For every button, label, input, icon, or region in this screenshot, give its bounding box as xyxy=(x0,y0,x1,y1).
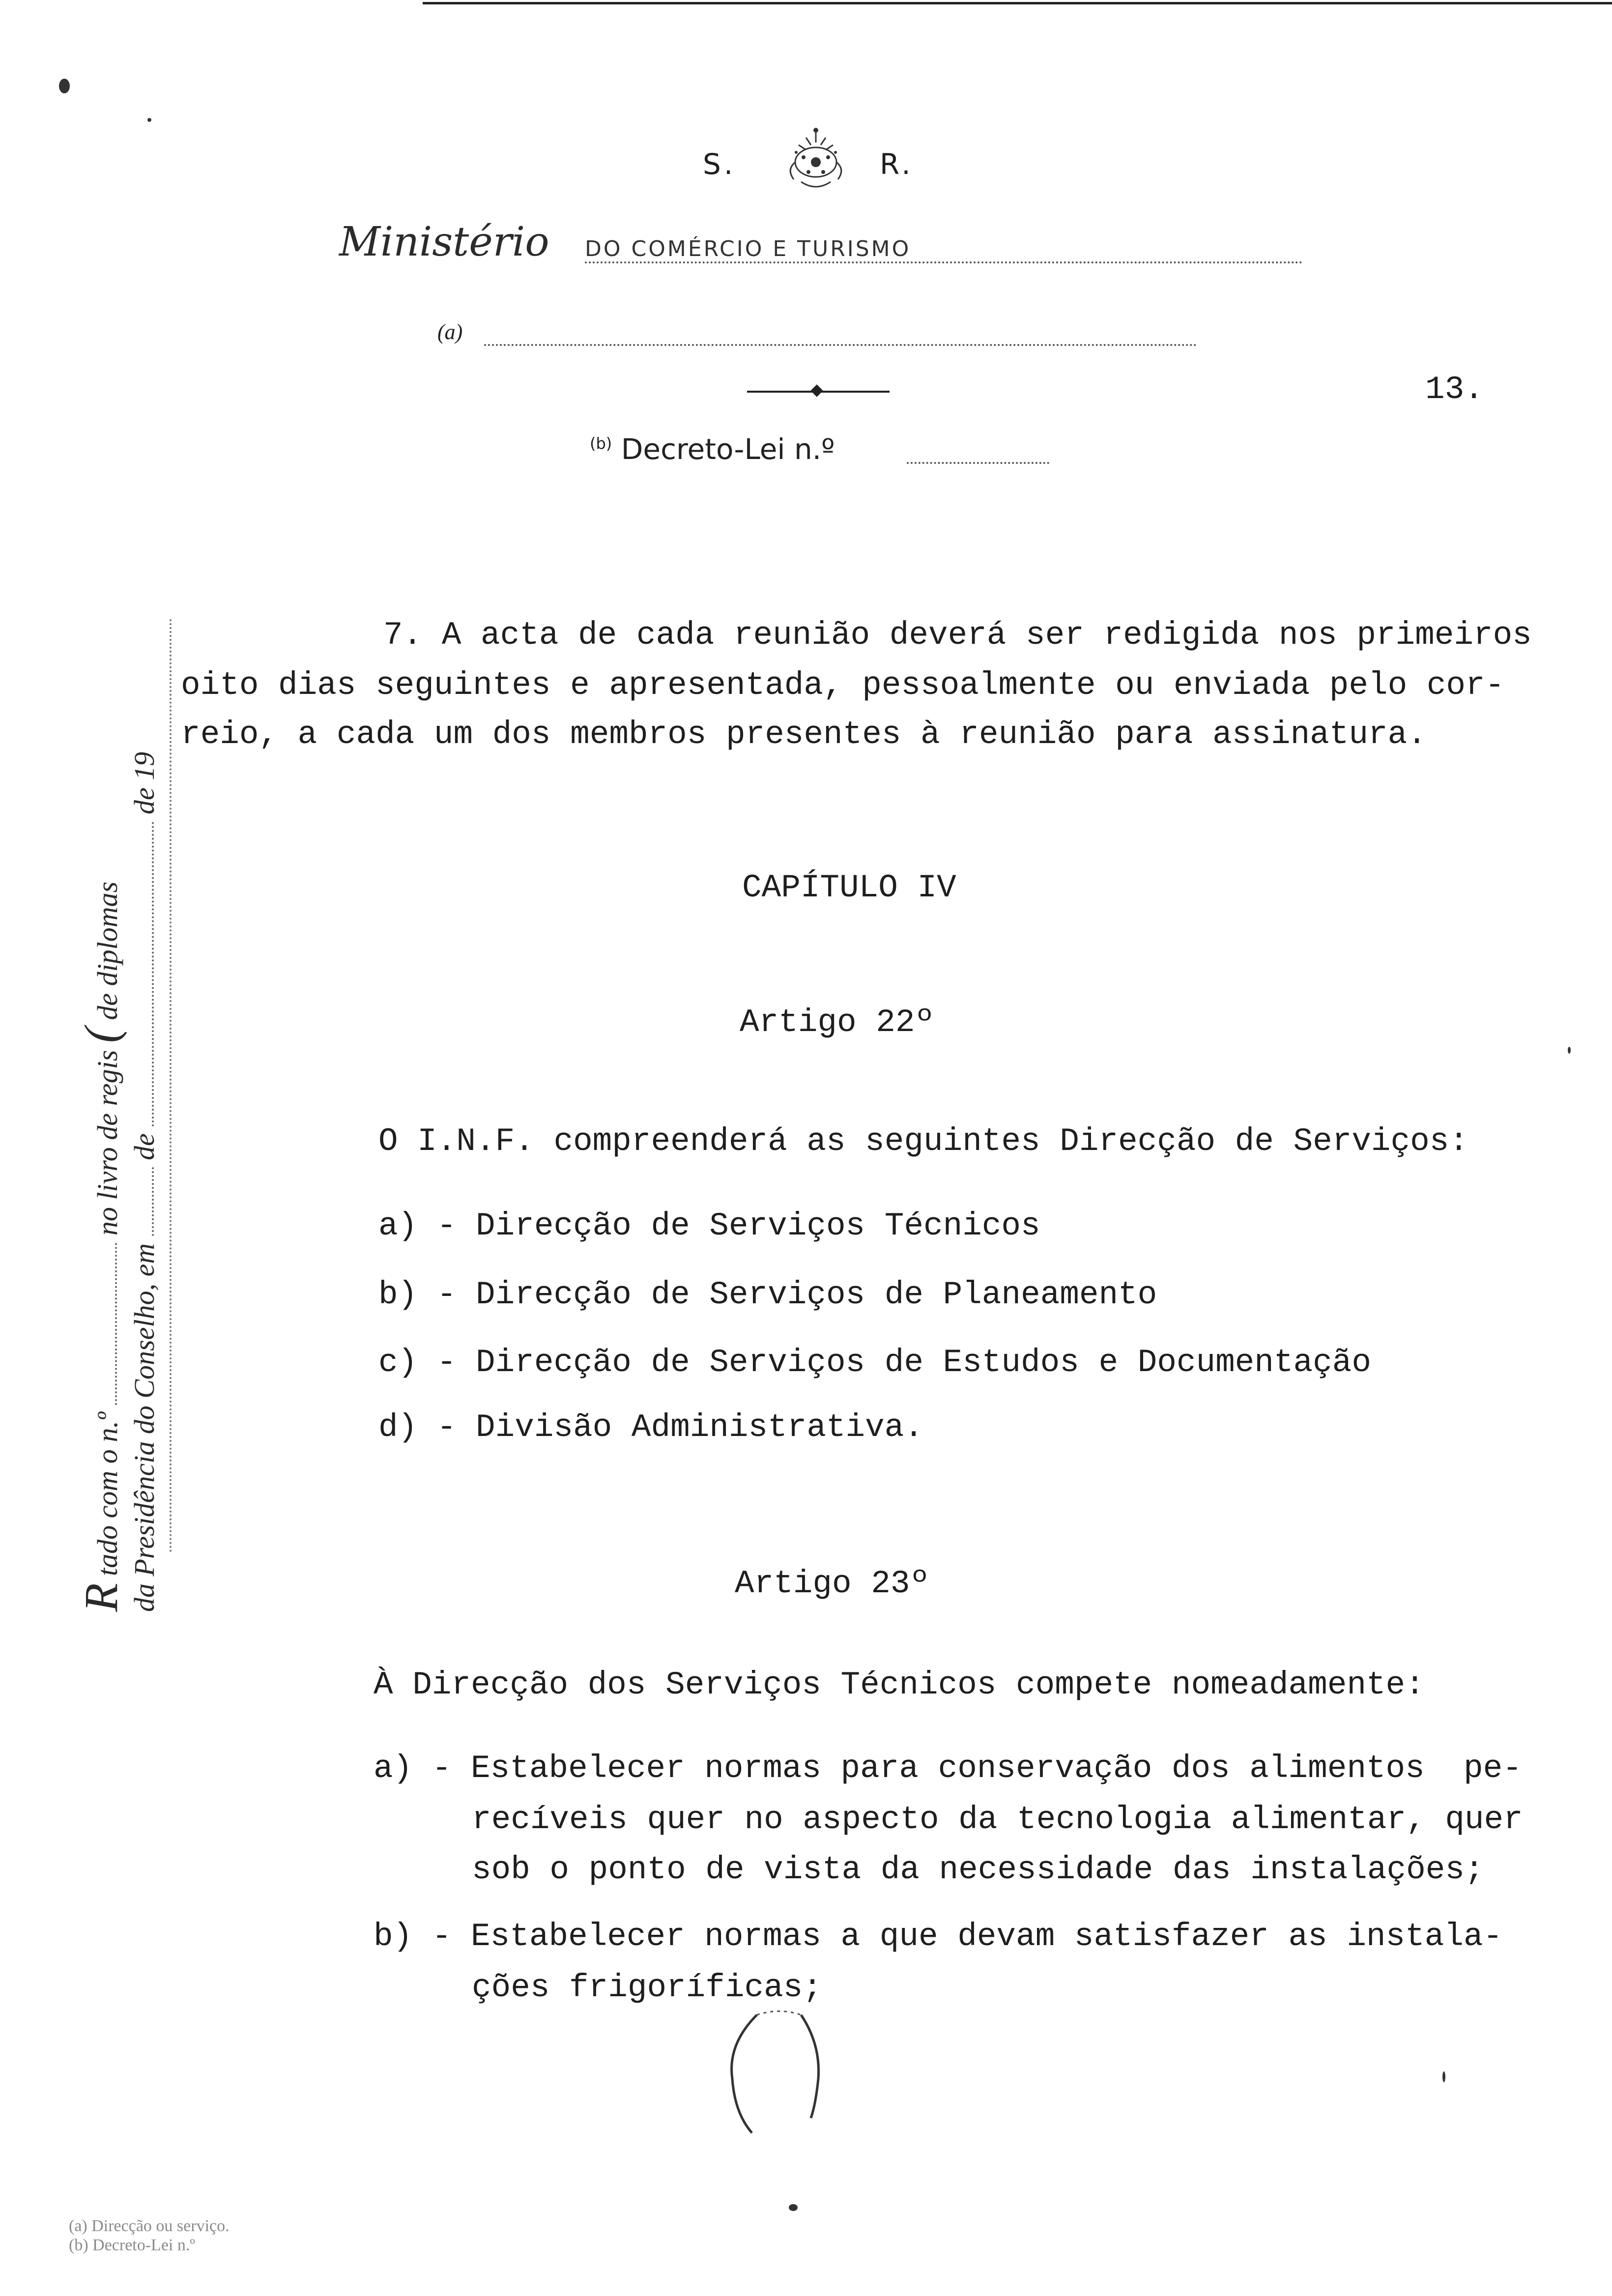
article22-intro: O I.N.F. compreenderá as seguintes Direcção de Serviços: xyxy=(378,1123,1468,1160)
side-stamp-line-2 xyxy=(128,752,161,1612)
side-stamp-text-b: no livro de regis xyxy=(91,1050,123,1236)
footnote-a: (a) Direcção ou serviço. xyxy=(69,2217,230,2235)
article23-item-b-line-2: ções frigoríficas; xyxy=(472,1969,822,2006)
top-rule xyxy=(423,2,1612,4)
para7-line-3: reio, a cada um dos membros presentes à reunião para assinatura. xyxy=(181,716,1427,753)
article23-item-a-line-2: recíveis quer no aspecto da tecnologia alimentar, quer xyxy=(472,1801,1523,1838)
ministry-dotted-line xyxy=(585,261,1302,263)
a-field-dotted-line xyxy=(484,344,1197,346)
side-stamp-bracket-icon: ( xyxy=(75,1027,127,1043)
side-stamp-dots-3 xyxy=(147,822,154,1126)
a-field-label: (a) xyxy=(437,320,463,344)
article23-intro: À Direcção dos Serviços Técnicos compete nomeadamente: xyxy=(374,1666,1425,1703)
article23-title: Artigo 23º xyxy=(735,1565,930,1602)
handwritten-bracket-mark xyxy=(722,2005,831,2143)
article22-item-b: b) - Direcção de Serviços de Planeamento xyxy=(378,1276,1157,1313)
side-stamp-dots-2 xyxy=(147,1167,154,1236)
ministry-value: DO COMÉRCIO E TURISMO xyxy=(585,236,911,261)
chapter-title: CAPÍTULO IV xyxy=(742,869,956,906)
side-stamp-text-a: tado com o n.º xyxy=(91,1412,123,1576)
article22-item-c: c) - Direcção de Serviços de Estudos e Documentação xyxy=(378,1344,1371,1381)
article22-item-a: a) - Direcção de Serviços Técnicos xyxy=(378,1207,1040,1244)
sr-left-letter: S. xyxy=(703,147,736,181)
article23-item-b-line-1: b) - Estabelecer normas a que devam satisfazer as instala- xyxy=(374,1918,1503,1955)
scan-speck xyxy=(1568,1047,1571,1054)
ministry-line xyxy=(339,221,1302,275)
footnote-b: (b) Decreto-Lei n.º xyxy=(69,2236,195,2255)
side-stamp-line-1 xyxy=(74,882,128,1612)
footnotes xyxy=(69,2216,230,2255)
side-stamp-text-f: de 19 xyxy=(128,751,160,815)
republic-header xyxy=(703,123,949,197)
para7-line-1: 7. A acta de cada reunião deverá ser redigida nos primeiros xyxy=(383,617,1532,654)
side-stamp-text-e: de xyxy=(128,1133,160,1160)
decreto-marker: (b) xyxy=(590,434,612,453)
coat-of-arms-icon xyxy=(767,123,865,197)
para7-line-2: oito dias seguintes e apresentada, pessoalmente ou enviada pelo cor- xyxy=(181,667,1505,704)
decreto-label: Decreto-Lei n.º xyxy=(621,432,835,466)
article22-item-d: d) - Divisão Administrativa. xyxy=(378,1409,923,1446)
side-stamp-guide-line xyxy=(170,619,172,1553)
scan-speck xyxy=(1442,2071,1445,2082)
side-stamp-text-c: de diplomas xyxy=(91,881,123,1020)
side-stamp-r-letter: R xyxy=(75,1583,127,1612)
decreto-line xyxy=(590,432,835,466)
scan-speck xyxy=(789,2204,798,2211)
article22-title: Artigo 22º xyxy=(740,1004,935,1041)
side-stamp-text-d: da Presidência do Conselho, em xyxy=(128,1243,160,1612)
decreto-dotted-line xyxy=(907,462,1049,464)
ministry-label: Ministério xyxy=(339,219,549,265)
separator-diamond-icon xyxy=(810,384,823,397)
side-stamp-dots-1 xyxy=(110,1243,117,1405)
sr-right-letter: R. xyxy=(880,147,914,181)
page-number: 13. xyxy=(1425,371,1484,408)
scan-speck xyxy=(147,118,151,122)
article23-item-a-line-3: sob o ponto de vista da necessidade das instalações; xyxy=(472,1851,1484,1888)
article23-item-a-line-1: a) - Estabelecer normas para conservação dos alimentos pe- xyxy=(374,1750,1522,1787)
scan-speck xyxy=(59,79,70,93)
